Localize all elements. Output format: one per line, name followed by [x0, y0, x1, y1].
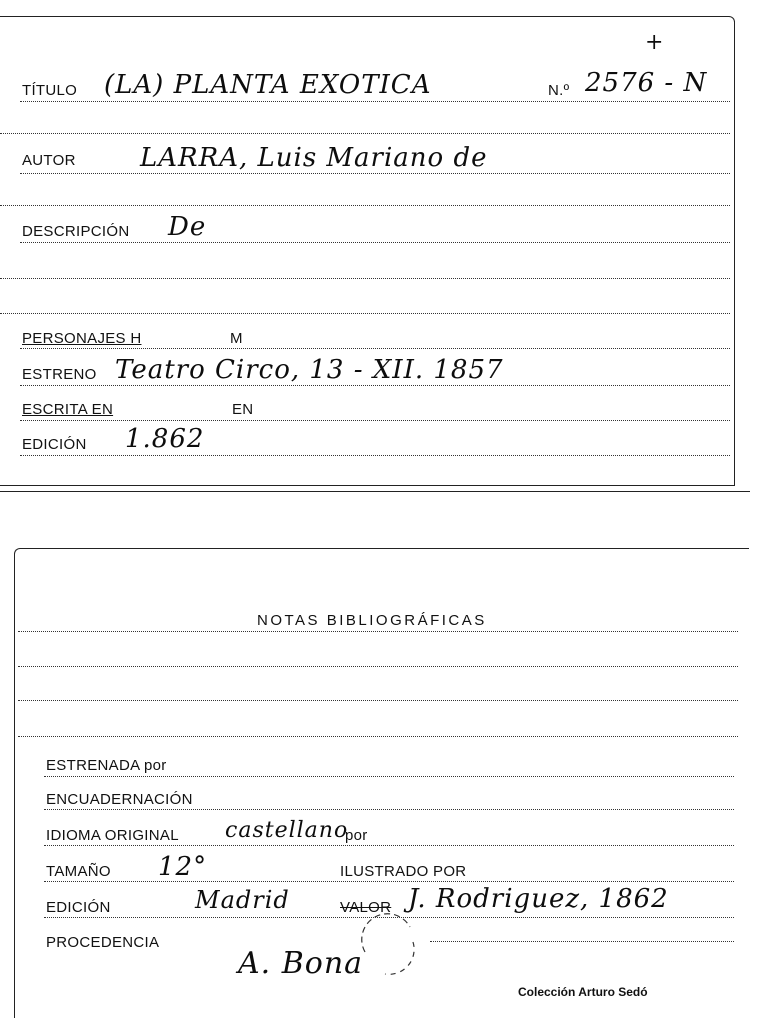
- rule-line: [0, 205, 730, 206]
- por-label: por: [345, 827, 368, 844]
- descripcion-line: [20, 242, 730, 243]
- escrita-en-label: ESCRITA EN: [22, 401, 114, 418]
- titulo-value: (LA) PLANTA EXOTICA: [104, 70, 432, 100]
- estreno-value: Teatro Circo, 13 - XII. 1857: [115, 355, 504, 385]
- descripcion-value: De: [168, 212, 207, 242]
- rule-line: [0, 313, 730, 314]
- stamp-seal-icon: [355, 912, 425, 982]
- tamano-value: 12°: [158, 852, 208, 882]
- encuadernacion-label: ENCUADERNACIÓN: [46, 791, 193, 808]
- notes-line: [18, 631, 738, 632]
- autor-value: LARRA, Luis Mariano de: [140, 143, 488, 173]
- numero-label: N.º: [548, 82, 570, 99]
- numero-value: 2576 - N: [585, 68, 708, 98]
- edicion-value-back: Madrid: [195, 886, 290, 914]
- encuadernacion-line: [44, 809, 734, 810]
- edicion-label-front: EDICIÓN: [22, 436, 87, 453]
- estreno-label: ESTRENO: [22, 366, 97, 383]
- idioma-label: IDIOMA ORIGINAL: [46, 827, 179, 844]
- personajes-m-label: M: [230, 330, 243, 347]
- estreno-line: [20, 385, 730, 386]
- tamano-label: TAMAÑO: [46, 863, 111, 880]
- estrenada-line: [44, 776, 734, 777]
- autor-label: AUTOR: [22, 152, 76, 169]
- edicion-publisher: J. Rodriguez, 1862: [408, 884, 669, 914]
- edicion-value-front: 1.862: [125, 424, 205, 454]
- procedencia-value: A. Bona: [238, 946, 364, 981]
- notas-heading: NOTAS BIBLIOGRÁFICAS: [257, 612, 487, 629]
- card-separator-line: [0, 491, 750, 492]
- tamano-line: [44, 881, 734, 882]
- notes-line: [18, 666, 738, 667]
- descripcion-label: DESCRIPCIÓN: [22, 223, 130, 240]
- edicion-label-back: EDICIÓN: [46, 899, 111, 916]
- procedencia-line: [430, 941, 734, 942]
- ilustrado-label: ILUSTRADO POR: [340, 863, 467, 880]
- escrita-line: [20, 420, 730, 421]
- plus-mark: +: [645, 30, 665, 55]
- procedencia-label: PROCEDENCIA: [46, 934, 160, 951]
- titulo-line: [20, 101, 730, 102]
- autor-line: [20, 173, 730, 174]
- rule-line: [0, 278, 730, 279]
- collection-credit: Colección Arturo Sedó: [518, 985, 648, 999]
- titulo-label: TÍTULO: [22, 82, 78, 99]
- idioma-value: castellano: [225, 818, 349, 843]
- personajes-label: PERSONAJES H: [22, 330, 142, 347]
- idioma-line: [44, 845, 734, 846]
- en-label: EN: [232, 401, 254, 418]
- valor-label: VALOR: [340, 899, 392, 916]
- notes-line: [18, 736, 738, 737]
- notes-line: [18, 700, 738, 701]
- edicion-line-front: [20, 455, 730, 456]
- rule-line: [0, 133, 730, 134]
- personajes-line: [20, 348, 730, 349]
- estrenada-label: ESTRENADA por: [46, 757, 167, 774]
